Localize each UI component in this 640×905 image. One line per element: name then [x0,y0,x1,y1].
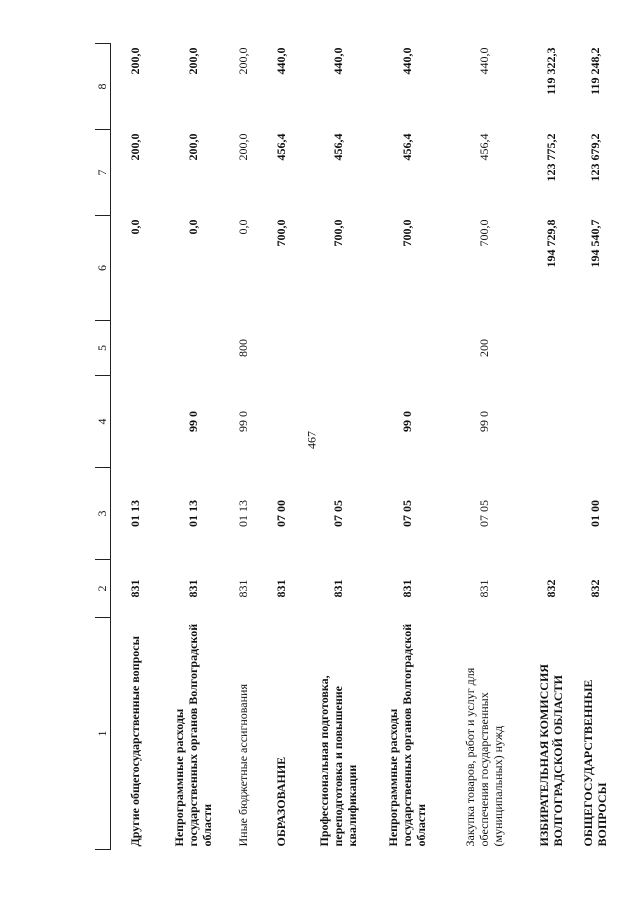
cell-col8: 440,0 [476,47,491,75]
cell-col2: 831 [235,579,250,598]
cell-col4: 99 0 [185,411,200,432]
col-header-2: 2 [95,560,111,618]
row-name: Непрограммные расходы государственных органов Волгоградской области [385,623,428,847]
cell-col2: 831 [127,579,142,598]
cell-col3: 01 13 [127,500,142,527]
col-header-1: 1 [95,618,111,850]
cell-col5 [259,321,303,376]
budget-table [95,43,615,850]
table-row [227,44,259,850]
col-header-3: 3 [95,468,111,560]
cell-col5 [111,321,159,376]
cell-col7: 456,4 [476,133,491,161]
col-header-6: 6 [95,216,111,321]
cell-col4 [303,376,373,468]
cell-col7: 123 679,2 [587,133,602,182]
cell-col5 [303,321,373,376]
row-name: ОБЩЕГОСУДАРСТВЕННЫЕ ВОПРОСЫ [580,679,609,847]
cell-col2: 832 [587,579,602,598]
cell-col2: 831 [273,579,288,598]
cell-col8: 200,0 [127,47,142,75]
cell-col8: 440,0 [273,47,288,75]
cell-col8: 119 248,2 [587,47,602,95]
cell-col2: 831 [399,579,414,598]
cell-col6: 194 540,7 [587,219,602,268]
cell-col7: 200,0 [185,133,200,161]
table-row [373,44,441,850]
cell-col8: 119 322,3 [543,47,558,95]
table-row [575,44,615,850]
cell-col6: 700,0 [273,219,288,247]
cell-col6: 194 729,8 [543,219,558,268]
cell-col3: 01 00 [587,500,602,527]
cell-col3: 01 13 [235,500,250,527]
col-header-7: 7 [95,130,111,216]
row-name: ИЗБИРАТЕЛЬНАЯ КОМИССИЯ ВОЛГОГРАДСКОЙ ОБЛАСТИ [536,664,565,847]
header-row [95,44,111,850]
cell-col5: 200 [476,339,491,357]
cell-col2: 831 [476,579,491,598]
cell-col6: 0,0 [127,219,142,235]
cell-col5 [373,321,441,376]
cell-col4 [575,376,615,468]
cell-col6: 700,0 [476,219,491,247]
cell-col4: 99 0 [235,411,250,432]
cell-col7: 456,4 [399,133,414,161]
row-name: Непрограммные расходы государственных органов Волгоградской области [171,623,214,847]
cell-col6: 0,0 [185,219,200,235]
cell-col5: 800 [235,339,250,357]
cell-col4 [111,376,159,468]
cell-col5 [159,321,227,376]
table-row [259,44,303,850]
cell-col8: 440,0 [399,47,414,75]
cell-col7: 200,0 [127,133,142,161]
col-header-8: 8 [95,44,111,130]
cell-col3 [527,468,575,560]
cell-col8: 200,0 [185,47,200,75]
cell-col7: 456,4 [273,133,288,161]
col-header-4: 4 [95,376,111,468]
cell-col4: 99 0 [476,411,491,432]
cell-col5 [575,321,615,376]
cell-col2: 832 [543,579,558,598]
table-row [303,44,373,850]
cell-col4: 99 0 [399,411,414,432]
row-name: Профессиональная подготовка, переподготовка и повышение квалификации [316,675,359,847]
cell-col3: 07 05 [330,500,345,527]
cell-col6: 0,0 [235,219,250,235]
row-name: Иные бюджетные ассигнования [235,684,250,847]
cell-col4 [527,376,575,468]
page-number: 467 [304,431,319,449]
table-row [111,44,159,850]
row-name: Другие общегосударственные вопросы [127,636,142,847]
cell-col2: 831 [185,579,200,598]
cell-col2: 831 [330,579,345,598]
cell-col7: 456,4 [330,133,345,161]
col-header-5: 5 [95,321,111,376]
cell-col8: 200,0 [235,47,250,75]
cell-col7: 123 775,2 [543,133,558,182]
table-row [441,44,527,850]
table-row [527,44,575,850]
cell-col8: 440,0 [330,47,345,75]
rotated-table-wrapper [95,44,609,850]
row-name: ОБРАЗОВАНИЕ [273,756,288,847]
cell-col6: 700,0 [399,219,414,247]
cell-col3: 01 13 [185,500,200,527]
cell-col5 [527,321,575,376]
cell-col3: 07 00 [273,500,288,527]
row-name: Закупка товаров, работ и услуг для обеспечения государственных (муниципальных) нужд [462,667,505,847]
cell-col3: 07 05 [476,500,491,527]
cell-col4 [259,376,303,468]
cell-col3: 07 05 [399,500,414,527]
table-row [159,44,227,850]
cell-col7: 200,0 [235,133,250,161]
cell-col6: 700,0 [330,219,345,247]
